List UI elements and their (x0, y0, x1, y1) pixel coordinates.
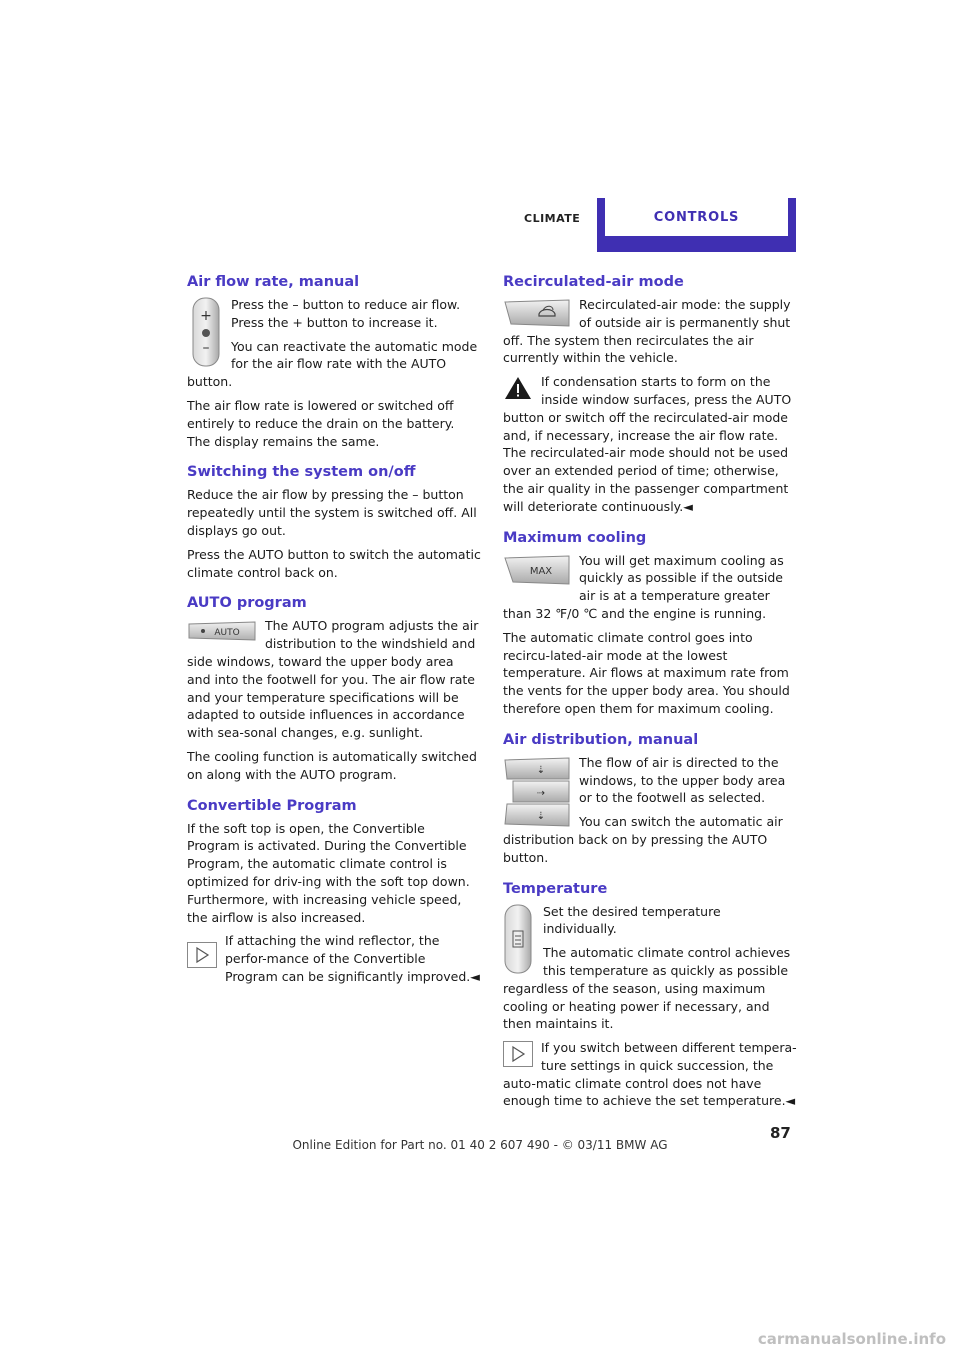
right-column (503, 272, 797, 1116)
svg-text:+: + (200, 308, 212, 324)
distribution-buttons-icon (503, 756, 571, 828)
convertible-title: Convertible Program (187, 797, 357, 814)
page-number: 87 (770, 1124, 791, 1142)
section-distribution (503, 730, 797, 867)
temperature-title: Temperature (503, 880, 608, 897)
note-icon (503, 1041, 533, 1067)
end-mark: ◄ (785, 1093, 796, 1109)
fan-button-icon (191, 296, 221, 368)
convertible-p1: If the soft top is open, the Convertible Program is activated. During the Convertible Program, the automatic climate control is optimized for driv-ing with the soft top down. Furthermore, with increasing vehicle speed, the airflow is also increased. (187, 820, 470, 925)
section-maxcool (503, 528, 797, 718)
header-section: CLIMATE (524, 212, 581, 225)
switching-p1: Reduce the air flow by pressing the – button repeatedly until the system is switched off. All displays go out. (187, 487, 477, 538)
auto-button-label: AUTO (214, 628, 240, 639)
watermark: carmanualsonline.info (757, 1330, 946, 1348)
warning-icon (503, 375, 533, 401)
auto-button-icon (187, 620, 257, 642)
auto-p2: The cooling function is automatically switched on along with the AUTO program. (187, 748, 477, 782)
airflow-title: Air flow rate, manual (187, 274, 360, 290)
section-temperature (503, 879, 797, 1111)
section-airflow (187, 272, 481, 450)
temperature-p2: The automatic climate control achieves this temperature as quickly as possible regardless of the season, using maximum cooling or heating power if necessary, and then maintains it. (503, 945, 791, 1032)
temperature-p1: Set the desired temperature individually. (543, 903, 721, 937)
section-switching (187, 462, 481, 581)
section-auto (187, 593, 481, 783)
recirc-warning: If condensation starts to form on the inside window surfaces, press the AUTO button or switch off the recirculated-air mode and, if necessary, increase the air flow rate. The recirculated-air mode should not be used over an extended period of time; otherwise, the air quality in the passenger compartment will deteriorate continuously.◄ (503, 374, 792, 514)
convertible-note: If attaching the wind reflector, the perfor-mance of the Convertible Program can be significantly improved.◄ (225, 933, 480, 984)
svg-text:–: – (202, 340, 210, 356)
section-recirc (503, 272, 797, 516)
header-tab (597, 198, 796, 252)
distribution-title: Air distribution, manual (503, 731, 699, 748)
switching-p2: Press the AUTO button to switch the automatic climate control back on. (187, 546, 481, 580)
note-icon (187, 942, 217, 968)
airflow-p2: You can reactivate the automatic mode for the air flow rate with the AUTO button. (187, 338, 478, 390)
recirc-button-icon (503, 298, 571, 328)
end-mark: ◄ (470, 968, 480, 984)
max-button-icon (503, 554, 571, 586)
maxcool-title: Maximum cooling (503, 529, 647, 546)
maxcool-p1: You will get maximum cooling as quickly as possible if the outside air is at a temperature greater than 32 ℉/0 ℃ and the engine is running. (503, 552, 784, 621)
temperature-note: If you switch between different tempera-ture settings in quick succession, the auto-matic climate control does not have enough time to achieve the set temperature.◄ (503, 1040, 797, 1109)
auto-title: AUTO program (187, 595, 307, 612)
recirc-title: Recirculated-air mode (503, 274, 684, 290)
distribution-p2: You can switch the automatic air distribution back on by pressing the AUTO button. (503, 814, 783, 865)
header-tab-label: CONTROLS (605, 198, 788, 236)
footer-text: Online Edition for Part no. 01 40 2 607 490 - © 03/11 BMW AG (292, 1138, 668, 1152)
svg-text:⇣: ⇣ (536, 810, 546, 822)
airflow-p3: The air flow rate is lowered or switched off entirely to reduce the drain on the battery. The display remains the same. (187, 397, 455, 449)
switching-title: Switching the system on/off (187, 464, 416, 481)
recirc-p1: Recirculated-air mode: the supply of outside air is permanently shut off. The system then recirculates the air currently within the vehicle. (503, 297, 791, 366)
auto-p1: The AUTO program adjusts the air distribution to the windshield and side windows, toward the upper body area and into the footwell for you. The air flow rate and your temperature specifications will be adapted to outside influences in accordance with sea-sonal changes, e.g. sunlight. (187, 618, 479, 741)
end-mark: ◄ (683, 498, 693, 514)
left-column (187, 272, 481, 992)
svg-text:⇣: ⇣ (536, 764, 546, 776)
max-button-label: MAX (529, 565, 553, 577)
section-convertible (187, 796, 481, 986)
svg-text:⇢: ⇢ (536, 787, 546, 799)
distribution-p1: The flow of air is directed to the windows, to the upper body area or to the footwell as selected. (579, 754, 786, 806)
maxcool-p2: The automatic climate control goes into recircu-lated-air mode at the lowest temperature. Air flows at maximum rate from the vents for the upper body area. You should therefore open them for maximum cooling. (503, 629, 790, 716)
temperature-button-icon (503, 903, 533, 975)
airflow-p1: Press the – button to reduce air flow. Press the + button to increase it. (231, 297, 461, 330)
